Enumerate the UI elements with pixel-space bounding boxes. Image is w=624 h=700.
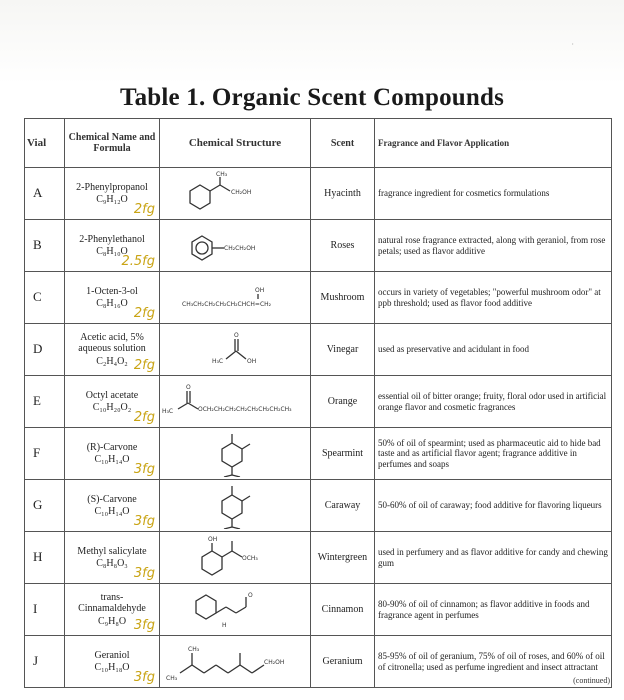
compound-formula: C₈H₁₆O xyxy=(96,298,128,309)
vial-cell: D xyxy=(25,324,65,376)
structure-cell xyxy=(160,220,311,272)
scent-cell: Vinegar xyxy=(311,324,375,376)
handwritten-note: 2fg xyxy=(133,306,155,322)
scent-cell: Wintergreen xyxy=(311,532,375,584)
application-cell: 50-60% of oil of caraway; food additive for flavoring liqueurs xyxy=(375,480,612,532)
structure-cell xyxy=(160,532,311,584)
svg-text:O: O xyxy=(234,331,239,339)
scent-cell: Hyacinth xyxy=(311,168,375,220)
table-row xyxy=(25,480,612,532)
compound-formula: C₁₀H₂₀O₂ xyxy=(92,402,132,413)
margin-mark: · xyxy=(571,40,574,49)
table-row xyxy=(25,532,612,584)
structure-diagram xyxy=(160,327,310,373)
name-cell xyxy=(65,168,160,220)
table-title: Table 1. Organic Scent Compounds xyxy=(120,84,505,111)
structure-cell xyxy=(160,428,311,480)
scent-cell: Roses xyxy=(311,220,375,272)
handwritten-note: 3fg xyxy=(133,566,155,582)
compound-formula: C₂H₄O₂ xyxy=(96,355,128,367)
compound-name: Methyl salicylate xyxy=(77,545,147,557)
vial-cell: E xyxy=(25,376,65,428)
compound-name: (R)-Carvone xyxy=(86,441,138,453)
compound-name: 2-Phenylpropanol xyxy=(76,181,148,193)
name-cell xyxy=(65,220,160,272)
svg-text:OCH₃: OCH₃ xyxy=(242,554,258,562)
compound-name: Geraniol xyxy=(94,649,130,661)
handwritten-note: 2.5fg xyxy=(121,254,155,270)
svg-text:CH₃: CH₃ xyxy=(188,645,200,653)
compound-formula: C₁₀H₁₄O xyxy=(94,454,130,465)
application-cell: essential oil of bitter orange; fruity, floral odor used in artificial orange flavor and cosmetic fragrances xyxy=(375,376,612,428)
application-cell: 85-95% of oil of geranium, 75% of oil of roses, and 60% of oil of citronella; used as perfume ingredient and insect attractant xyxy=(375,636,612,688)
compound-formula: C₁₀H₁₈O xyxy=(94,662,130,673)
structure-diagram xyxy=(160,639,310,685)
vial-cell: F xyxy=(25,428,65,480)
svg-text:CH₂OH: CH₂OH xyxy=(231,188,252,196)
svg-text:OCH₂CH₂CH₂CH₂CH₂CH₂CH₂CH₃: OCH₂CH₂CH₂CH₂CH₂CH₂CH₂CH₃ xyxy=(198,405,292,413)
structure-diagram xyxy=(160,587,310,633)
handwritten-note: 3fg xyxy=(133,514,155,530)
compound-name: 2-Phenylethanol xyxy=(79,233,145,245)
structure-diagram xyxy=(160,431,310,477)
header-vial: Vial xyxy=(25,119,65,168)
structure-diagram xyxy=(160,483,310,529)
svg-text:CH₂CH₂OH: CH₂CH₂OH xyxy=(224,244,256,252)
structure-diagram xyxy=(160,379,310,425)
continued-label: (continued) xyxy=(573,676,610,685)
name-cell xyxy=(65,324,160,376)
name-cell xyxy=(65,584,160,636)
header-scent: Scent xyxy=(311,119,375,168)
svg-text:CH₂OH: CH₂OH xyxy=(264,658,285,666)
svg-text:O: O xyxy=(248,591,253,599)
svg-text:OH: OH xyxy=(208,535,218,543)
header-application: Fragrance and Flavor Application xyxy=(375,119,612,168)
scent-cell: Cinnamon xyxy=(311,584,375,636)
svg-text:H₃C: H₃C xyxy=(212,357,224,365)
header-row xyxy=(25,119,612,168)
svg-text:H₃C: H₃C xyxy=(162,407,174,415)
handwritten-note: 3fg xyxy=(133,618,155,634)
header-structure: Chemical Structure xyxy=(160,119,311,168)
application-cell: used as preservative and acidulant in food xyxy=(375,324,612,376)
vial-cell: G xyxy=(25,480,65,532)
vial-cell: J xyxy=(25,636,65,688)
handwritten-note: 3fg xyxy=(133,462,155,478)
name-cell xyxy=(65,532,160,584)
table-row xyxy=(25,584,612,636)
application-cell: 80-90% of oil of cinnamon; as flavor additive in foods and fragrance agent in perfumes xyxy=(375,584,612,636)
compound-formula: C₉H₁₂O xyxy=(96,194,128,205)
vial-cell: H xyxy=(25,532,65,584)
table-row xyxy=(25,428,612,480)
compound-formula: C₈H₁₀O xyxy=(96,246,128,257)
svg-text:OH: OH xyxy=(247,357,257,365)
handwritten-note: 3fg xyxy=(133,670,155,686)
vial-cell: B xyxy=(25,220,65,272)
application-cell: natural rose fragrance extracted, along with geraniol, from rose petals; used as flavor additive xyxy=(375,220,612,272)
structure-diagram xyxy=(160,223,310,269)
header-name: Chemical Name and Formula xyxy=(65,119,160,168)
application-cell: occurs in variety of vegetables; "powerful mushroom odor" at ppb threshold; used as flavor food additive xyxy=(375,272,612,324)
structure-cell xyxy=(160,376,311,428)
scent-cell: Orange xyxy=(311,376,375,428)
table-row xyxy=(25,636,612,688)
name-cell xyxy=(65,480,160,532)
table-row xyxy=(25,168,612,220)
structure-cell xyxy=(160,272,311,324)
scent-cell: Geranium xyxy=(311,636,375,688)
compound-name: Octyl acetate xyxy=(85,389,139,401)
compound-formula: C₉H₈O xyxy=(97,615,127,627)
svg-text:O: O xyxy=(186,383,191,391)
application-cell: fragrance ingredient for cosmetics formulations xyxy=(375,168,612,220)
table-row xyxy=(25,220,612,272)
handwritten-note: 2fg xyxy=(133,410,155,426)
compound-name: (S)-Carvone xyxy=(87,493,137,505)
structure-cell xyxy=(160,324,311,376)
compound-formula: C₈H₈O₃ xyxy=(96,558,128,569)
application-cell: used in perfumery and as flavor additive for candy and chewing gum xyxy=(375,532,612,584)
application-cell: 50% of oil of spearmint; used as pharmaceutic aid to hide bad taste and as artificial flavor agent; fragrance additive in perfumes and soaps xyxy=(375,428,612,480)
name-cell xyxy=(65,272,160,324)
vial-cell: I xyxy=(25,584,65,636)
scent-cell: Mushroom xyxy=(311,272,375,324)
name-cell xyxy=(65,428,160,480)
table-row xyxy=(25,324,612,376)
vial-cell: A xyxy=(25,168,65,220)
table-row xyxy=(25,376,612,428)
vial-cell: C xyxy=(25,272,65,324)
structure-diagram xyxy=(160,171,310,217)
structure-cell xyxy=(160,584,311,636)
scent-compounds-table xyxy=(24,118,612,688)
scent-cell: Caraway xyxy=(311,480,375,532)
svg-text:H: H xyxy=(222,621,227,629)
structure-diagram xyxy=(160,275,310,321)
svg-text:CH₃: CH₃ xyxy=(216,170,228,178)
structure-cell xyxy=(160,480,311,532)
structure-cell xyxy=(160,168,311,220)
compound-formula: C₁₀H₁₄O xyxy=(94,506,130,517)
handwritten-note: 2fg xyxy=(133,358,155,374)
handwritten-note: 2fg xyxy=(133,202,155,218)
svg-text:OH: OH xyxy=(255,286,265,294)
structure-cell xyxy=(160,636,311,688)
structure-diagram xyxy=(160,535,310,581)
compound-name: Acetic acid, 5% aqueous solution xyxy=(78,331,146,355)
name-cell xyxy=(65,636,160,688)
scent-cell: Spearmint xyxy=(311,428,375,480)
name-cell xyxy=(65,376,160,428)
compound-name: trans-Cinnamaldehyde xyxy=(78,591,146,615)
compound-name: 1-Octen-3-ol xyxy=(86,285,138,297)
svg-text:CH₃: CH₃ xyxy=(166,674,178,682)
table-row xyxy=(25,272,612,324)
svg-text:CH₃CH₂CH₂CH₂CH₂CHCH=CH₂: CH₃CH₂CH₂CH₂CH₂CHCH=CH₂ xyxy=(182,300,272,308)
